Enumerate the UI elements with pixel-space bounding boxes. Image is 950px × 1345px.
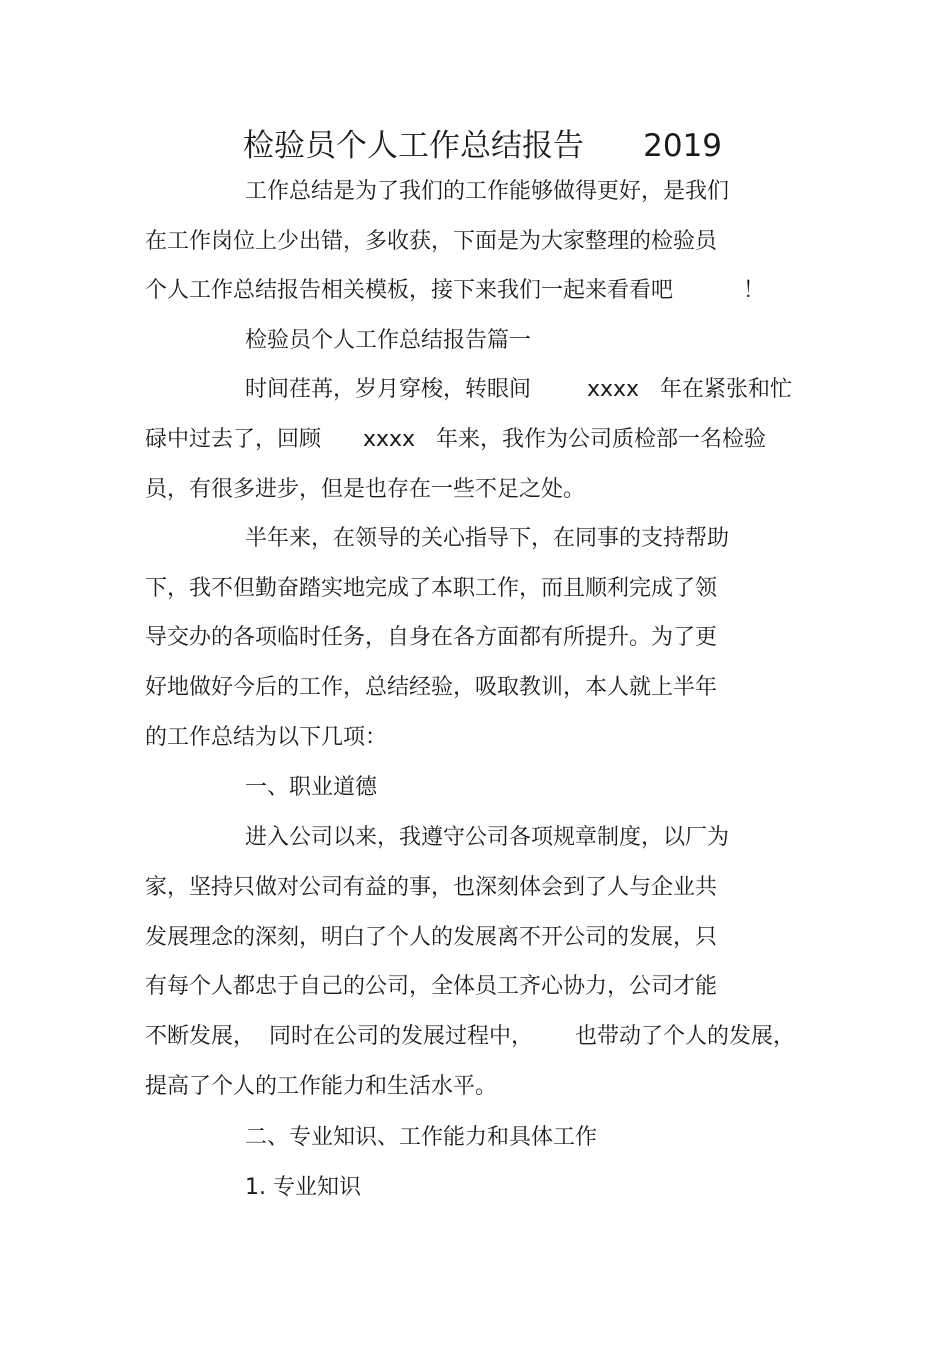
document-title: 检验员个人工作总结报告 2019 [243, 128, 723, 164]
intro-line-3: 个人工作总结报告相关模板，接下来我们一起来看看吧 ！ [145, 278, 765, 303]
paragraph-3-line-2: 家，坚持只做对公司有益的事，也深刻体会到了人与企业共 [145, 875, 718, 900]
subheading-item-1: 1. 专业知识 [245, 1175, 361, 1200]
paragraph-3-line-3: 发展理念的深刻，明白了个人的发展离不开公司的发展，只 [145, 925, 718, 950]
paragraph-3-line-4: 有每个人都忠于自己的公司，全体员工齐心协力，公司才能 [145, 974, 718, 999]
intro-line-2: 在工作岗位上少出错，多收获，下面是为大家整理的检验员 [145, 229, 718, 254]
paragraph-2-line-1: 半年来，在领导的关心指导下，在同事的支持帮助 [245, 526, 730, 551]
intro-line-1: 工作总结是为了我们的工作能够做得更好，是我们 [245, 179, 730, 204]
paragraph-3-line-5: 不断发展， 同时在公司的发展过程中， 也带动了个人的发展， [145, 1024, 795, 1049]
paragraph-1-line-2: 碌中过去了，回顾 xxxx 年来，我作为公司质检部一名检验 [145, 427, 767, 452]
paragraph-2-line-5: 的工作总结为以下几项： [145, 725, 388, 750]
paragraph-1-line-3: 员，有很多进步，但是也存在一些不足之处。 [145, 477, 586, 502]
paragraph-2-line-3: 导交办的各项临时任务，自身在各方面都有所提升。为了更 [145, 625, 718, 650]
subheading-professional-knowledge: 二、专业知识、工作能力和具体工作 [245, 1125, 598, 1150]
paragraph-3-line-1: 进入公司以来，我遵守公司各项规章制度，以厂为 [245, 825, 730, 850]
paragraph-2-line-2: 下，我不但勤奋踏实地完成了本职工作，而且顺利完成了领 [145, 576, 718, 601]
paragraph-2-line-4: 好地做好今后的工作，总结经验，吸取教训，本人就上半年 [145, 675, 718, 700]
paragraph-3-line-6: 提高了个人的工作能力和生活水平。 [145, 1074, 498, 1099]
section-heading-part-one: 检验员个人工作总结报告篇一 [245, 328, 532, 353]
subheading-professional-ethics: 一、职业道德 [245, 775, 378, 800]
paragraph-1-line-1: 时间荏苒，岁月穿梭，转眼间 xxxx 年在紧张和忙 [245, 377, 793, 402]
